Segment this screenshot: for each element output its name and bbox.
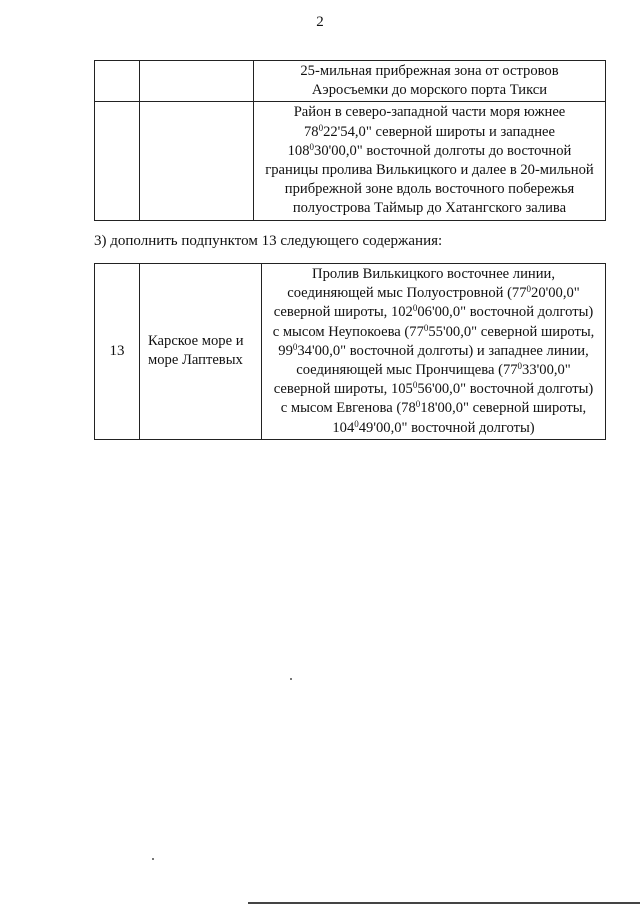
scan-edge-line — [248, 902, 640, 904]
table-cell-number: 13 — [95, 264, 140, 440]
table-cell-sea — [140, 102, 254, 220]
zone-line: северной широты, $105^056'00,0$" восточной долготы) — [273, 380, 594, 398]
table-cell-sea — [140, 61, 254, 102]
page-number: 2 — [316, 14, 324, 30]
table-cell-sea — [140, 264, 262, 440]
zone-line: соединяющей мыс Полуостровной ($77^020'00,0$" — [287, 284, 580, 302]
zone-line: $108^030'00,0$" восточной долготы до восточной — [287, 141, 572, 159]
zone-line: северной широты, $102^006'00,0$" восточной долготы) — [273, 303, 594, 321]
table-continuation — [94, 60, 606, 221]
sea-line: море Лаптевых — [148, 352, 243, 369]
table-cell-number — [95, 61, 140, 102]
zone-line: $99^034'00,0$" восточной долготы) и западнее линии, — [278, 341, 589, 359]
zone-line: с мысом Евгенова ($78^018'00,0$" северной широты, — [280, 399, 587, 417]
table-row — [95, 102, 606, 220]
zone-line: соединяющей мыс Прончищева ($77^033'00,0$" — [296, 361, 571, 379]
zone-line: границы пролива Вилькицкого и далее в 20-мильной — [265, 162, 594, 179]
zone-line: Аэросъемки до морского порта Тикси — [311, 82, 548, 99]
zone-line: Район в северо-западной части моря южнее — [293, 104, 566, 121]
sea-line: Карское море и — [148, 333, 244, 350]
table-cell-zone — [262, 264, 606, 440]
zone-line: полуострова Таймыр до Хатангского залива — [292, 200, 567, 217]
paragraph-amendment: 3) дополнить подпунктом 13 следующего содержания: — [94, 233, 443, 249]
scan-speck — [290, 678, 292, 680]
table-cell-zone — [254, 102, 606, 220]
zone-line: с мысом Неупокоева ($77^055'00,0$" северной широты, — [272, 322, 595, 340]
zone-line: 25-мильная прибрежная зона от островов — [300, 63, 559, 79]
scan-speck — [152, 858, 154, 860]
zone-line: $78^022'54,0$" северной широты и западнее — [303, 122, 555, 140]
zone-line: прибрежной зоне вдоль восточного побережья — [284, 181, 575, 198]
zone-line: $104^049'00,0$" восточной долготы) — [332, 418, 535, 436]
table-cell-zone — [254, 61, 606, 102]
table-new-subitem — [94, 263, 606, 440]
table-cell-number — [95, 102, 140, 220]
table-row — [95, 264, 606, 440]
zone-line: Пролив Вилькицкого восточнее линии, — [312, 266, 555, 282]
table-row — [95, 61, 606, 102]
